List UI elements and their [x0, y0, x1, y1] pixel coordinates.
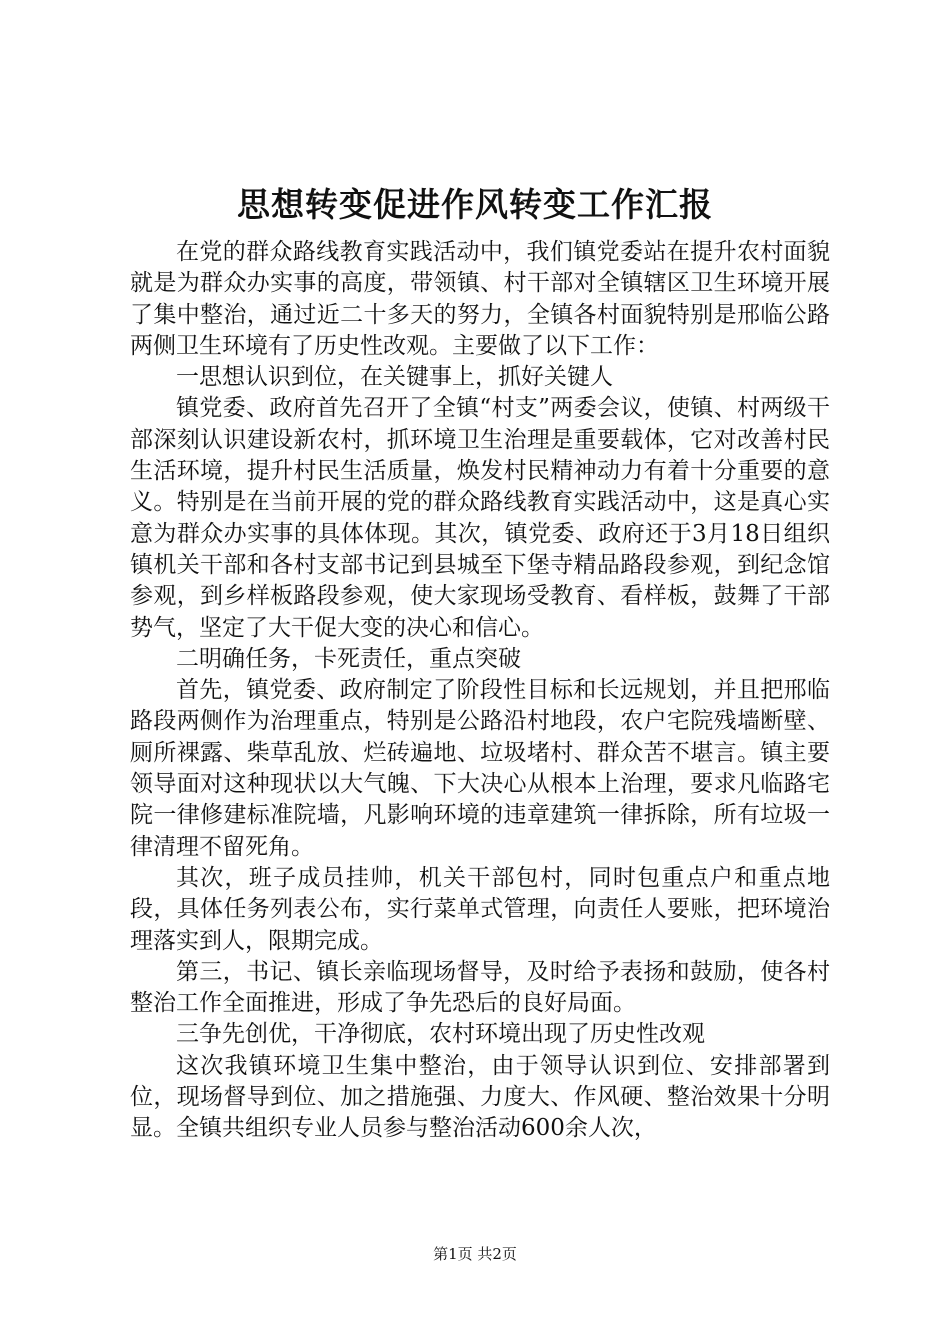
section-1-paragraph: 镇党委、政府首先召开了全镇“村支”两委会议，使镇、村两级干部深刻认识建设新农村，抓环境卫生治理是重要载体，它对改善村民生活环境，提升村民生活质量，焕发村民精神动力有着十分重要的意义。特别是在当前开展的党的群众路线教育实践活动中，这是真心实意为群众办实事的具体体现。其次，镇党委、政府还于3月18日组织镇机关干部和各村支部书记到县城至下堡寺精品路段参观，到纪念馆参观，到乡样板路段参观，使大家现场受教育、看样板，鼓舞了干部势气，坚定了大干促大变的决心和信心。: [130, 395, 830, 641]
document-body: [130, 237, 830, 1145]
section-heading-1: 一思想认识到位，在关键事上，抓好关键人: [176, 364, 613, 391]
document-title: 思想转变促进作风转变工作汇报: [237, 185, 713, 224]
section-3-paragraph: 这次我镇环境卫生集中整治，由于领导认识到位、安排部署到位，现场督导到位、加之措施强、力度大、作风硬、整治效果十分明显。全镇共组织专业人员参与整治活动600余人次，: [130, 1052, 830, 1142]
intro-paragraph: 在党的群众路线教育实践活动中，我们镇党委站在提升农村面貌就是为群众办实事的高度，带领镇、村干部对全镇辖区卫生环境开展了集中整治，通过近二十多天的努力，全镇各村面貌特别是邢临公路两侧卫生环境有了历史性改观。主要做了以下工作：: [130, 239, 830, 359]
section-2-paragraph-1: 首先，镇党委、政府制定了阶段性目标和长远规划，并且把邢临路段两侧作为治理重点，特别是公路沿村地段，农户宅院残墙断壁、厕所裸露、柴草乱放、烂砖遍地、垃圾堵村、群众苦不堪言。镇主要领导面对这种现状以大气魄、下大决心从根本上治理，要求凡临路宅院一律修建标准院墙，凡影响环境的违章建筑一律拆除，所有垃圾一律清理不留死角。: [130, 677, 830, 860]
page-footer: 第1页 共2页: [433, 1245, 517, 1263]
section-heading-2: 二明确任务，卡死责任，重点突破: [176, 645, 521, 672]
section-heading-3: 三争先创优，干净彻底，农村环境出现了历史性改观: [176, 1021, 705, 1048]
section-2-paragraph-3: 第三，书记、镇长亲临现场督导，及时给予表扬和鼓励，使各村整治工作全面推进，形成了争先恐后的良好局面。: [130, 958, 830, 1017]
section-2-paragraph-2: 其次，班子成员挂帅，机关干部包村，同时包重点户和重点地段，具体任务列表公布，实行菜单式管理，向责任人要账，把环境治理落实到人，限期完成。: [130, 864, 830, 954]
